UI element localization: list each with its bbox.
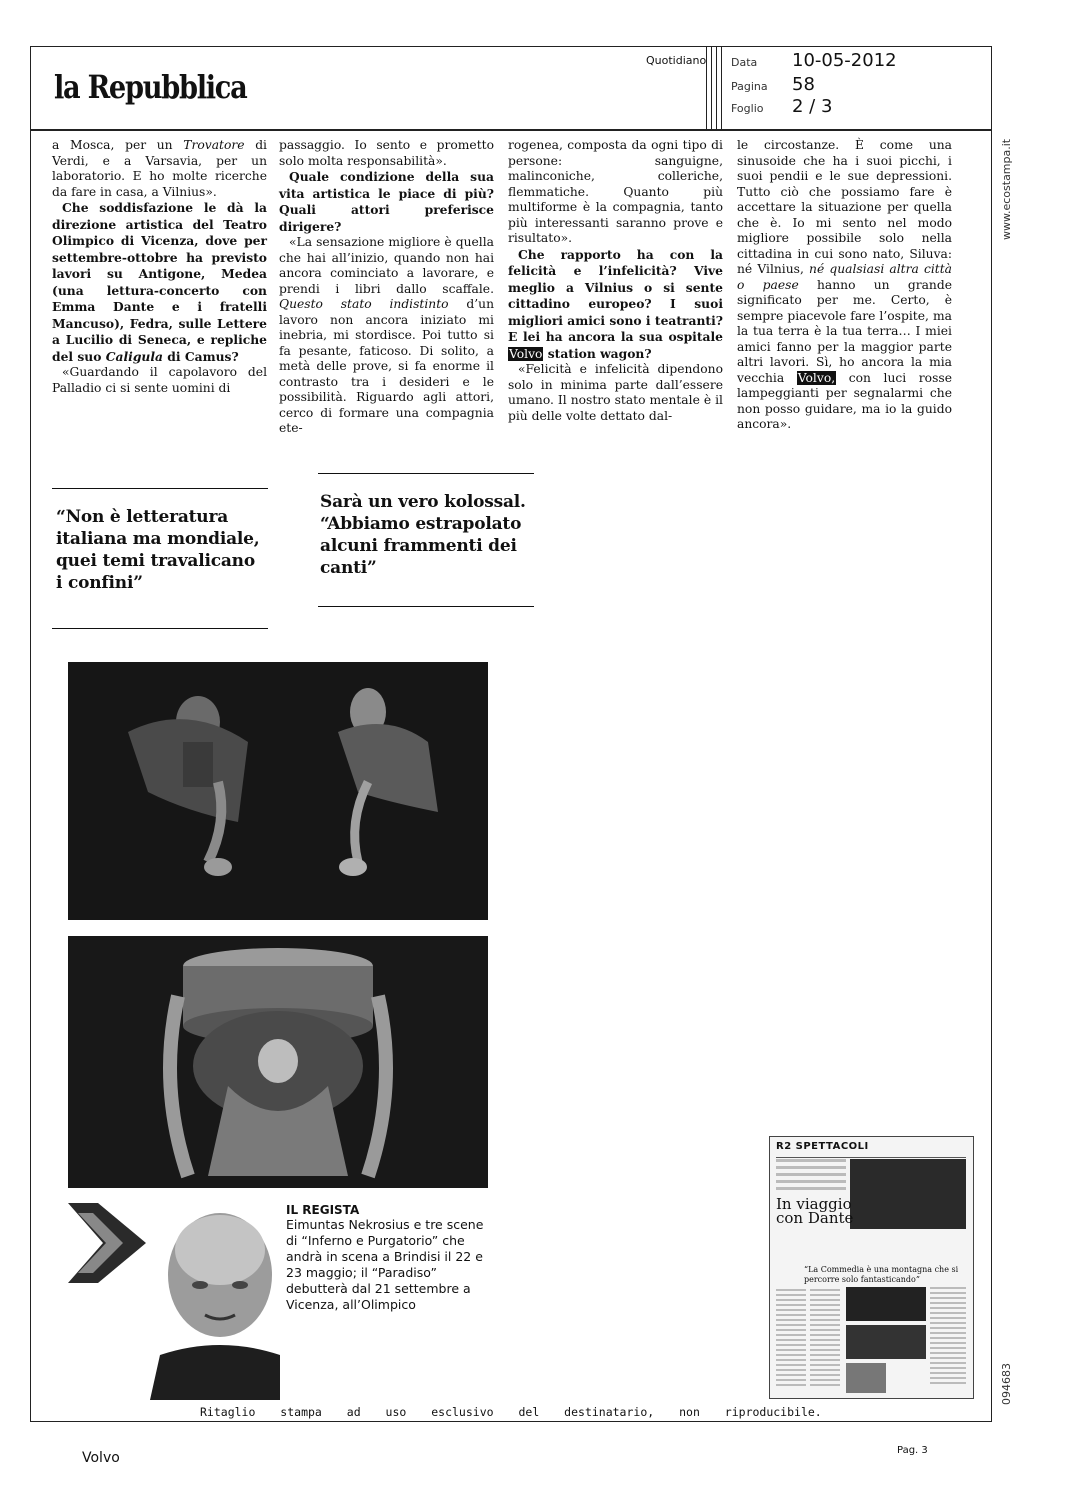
thumbnail-headline: In viaggio con Dante (776, 1195, 854, 1227)
pull-quote-right: Sarà un vero kolossal. “Abbiamo estrapolato alcuni frammenti dei canti” (320, 492, 526, 578)
photo-scene-1-art (68, 662, 488, 920)
article-column-1 (52, 138, 267, 396)
page-number: Pag. 3 (897, 1445, 928, 1456)
page-thumbnail (769, 1136, 974, 1399)
pull-quote-rule-top (318, 473, 534, 474)
interview-question: Che soddisfazione le dà la direzione artistica del Teatro Olimpico di Vicenza, dove per settembre-ottobre ha previsto lavori su Antigone, Medea (una lettura-concerto con Emma Dante e i fratelli Mancuso), Fedra, sulle Lettere a Lucilio di Seneca, e repliche del suo (52, 200, 267, 364)
text-run: hanno un grande significato per me. Certo, è sempre piacevole fare l’ospite, ma la tua terra è la tua terra… I miei amici fanno per la maggior parte altri lavori. Sì, ho ancora la mia vecchia (737, 277, 952, 385)
thumbnail-quote: “La Commedia è una montagna che si percorre solo fantasticando” (804, 1265, 959, 1284)
header-divider (711, 46, 712, 130)
header-divider (716, 46, 717, 130)
article-column-2 (279, 138, 494, 437)
meta-label-data: Data (731, 56, 758, 69)
interview-question: station wagon? (543, 345, 652, 361)
text-italic: né qualsiasi altra città o paese (737, 262, 952, 292)
thumbnail-section: R2 SPETTACOLI (776, 1141, 966, 1158)
text-run: con luci rosse lampeggianti per segnalarmi che non posso guidare, ma io la guido ancora». (737, 370, 952, 431)
code-label: 094683 (1000, 1363, 1013, 1405)
brand-highlight: Volvo, (797, 370, 836, 385)
paragraph: rogenea, composta da ogni tipo di persone: sanguigne, malinconiche, colleriche, flemmatiche. Quanto più multiforme è la compagnia, tanto più interessanti saranno prove e risultato». (508, 138, 723, 245)
paragraph: «Felicità e infelicità dipendono solo in minima parte dall’essere umano. Il nostro stato mentale è il più delle volte dettato dal- (508, 362, 723, 423)
pull-quote-rule-top (52, 488, 268, 489)
text-italic: Trovatore (183, 138, 245, 152)
text-italic: Questo stato indistinto (279, 297, 449, 311)
photo-caption (286, 1203, 486, 1313)
text-run: d’un lavoro non ancora iniziato mi inebria, mi stordisce. Poi tutto si fa pesante, faticoso. Di solito, a metà delle prove, si fa enorme il contrasto tra i desideri e le possibilità. Riguardo agli attori, cerco di formare una compagnia ete- (279, 297, 494, 435)
text-italic: Caligula (105, 348, 164, 364)
header-divider (721, 46, 722, 130)
caption-title: IL REGISTA (286, 1203, 360, 1217)
paragraph: «Guardando il capolavoro del Palladio ci si sente uomini di (52, 365, 267, 395)
thumbnail-photo (846, 1287, 926, 1321)
interview-question: Quale condizione della sua vita artistica le piace di più? Quali attori preferisce dirigere? (279, 169, 494, 234)
masthead: la Repubblica (54, 68, 247, 106)
thumbnail-column (930, 1287, 966, 1387)
meta-label-pagina: Pagina (731, 80, 768, 93)
site-label: www.ecostampa.it (1000, 138, 1013, 240)
decorative-arrow-graphic (68, 1203, 146, 1283)
thumbnail-photo (846, 1363, 886, 1393)
thumbnail-photo (846, 1325, 926, 1359)
publication-type: Quotidiano (646, 54, 707, 67)
photo-scene-2 (68, 936, 488, 1188)
text-run: a Mosca, per un (52, 138, 184, 152)
interview-question: Che rapporto ha con la felicità e l’infelicità? Vive meglio a Vilnius o si sente cittadino europeo? I suoi migliori amici sono i teatranti? E lei ha ancora la sua ospitale (508, 246, 723, 344)
interview-question: di Camus? (163, 348, 239, 364)
brand-highlight: Volvo (509, 346, 543, 361)
text-run: le circostanze. È come una sinusoide che ha i suoi picchi, i suoi pendii e le sue depressioni. Tutto ciò che possiamo fare è accettare la situazione per quella che è. Io mi sento nel modo migliore possibile solo nella cittadina in cui sono nato, Siluva: né Vilnius, (737, 138, 952, 276)
meta-label-foglio: Foglio (731, 102, 764, 115)
text-run: «La sensazione migliore è quella che hai all’inizio, quando non hai ancora cominciato a lavorare, e prendi i libri dallo scaffale. (279, 235, 494, 296)
article-column-3 (508, 138, 723, 424)
thumbnail-photo-top (850, 1159, 966, 1229)
director-portrait (150, 1195, 280, 1400)
pull-quote-rule-bottom (318, 606, 534, 607)
keyword-label: Volvo (82, 1450, 120, 1466)
paragraph: passaggio. Io sento e prometto solo molta responsabilità». (279, 138, 494, 168)
article-column-4 (737, 138, 952, 433)
meta-value-pagina: 58 (792, 74, 815, 95)
pull-quote-rule-bottom (52, 628, 268, 629)
meta-value-foglio: 2 / 3 (792, 96, 833, 117)
arrow-graphic-icon (68, 1203, 146, 1283)
caption-text: Eimuntas Nekrosius e tre scene di “Inferno e Purgatorio” che andrà in scena a Brindisi il 22 e 23 maggio; il “Paradiso” debutterà dal 21 settembre a Vicenza, all’Olimpico (286, 1217, 484, 1312)
thumbnail-column (776, 1289, 806, 1389)
photo-scene-1 (68, 662, 488, 920)
director-portrait-art (150, 1195, 280, 1400)
meta-value-data: 10-05-2012 (792, 50, 897, 71)
site-label-wrap (1000, 138, 1016, 350)
header-divider (706, 46, 707, 130)
code-label-wrap (1000, 1363, 1016, 1465)
photo-scene-2-art (68, 936, 488, 1188)
text-run: di Verdi, e a Varsavia, per un laboratorio. E ho molte ricerche da fare in casa, a Vilnius». (52, 138, 267, 199)
thumbnail-column (810, 1289, 840, 1389)
reproduction-notice: Ritaglio stampa ad uso esclusivo del destinatario, non riproducibile. (200, 1405, 822, 1419)
pull-quote-left: “Non è letteratura italiana ma mondiale, quei temi travalicano i confini” (56, 507, 260, 593)
